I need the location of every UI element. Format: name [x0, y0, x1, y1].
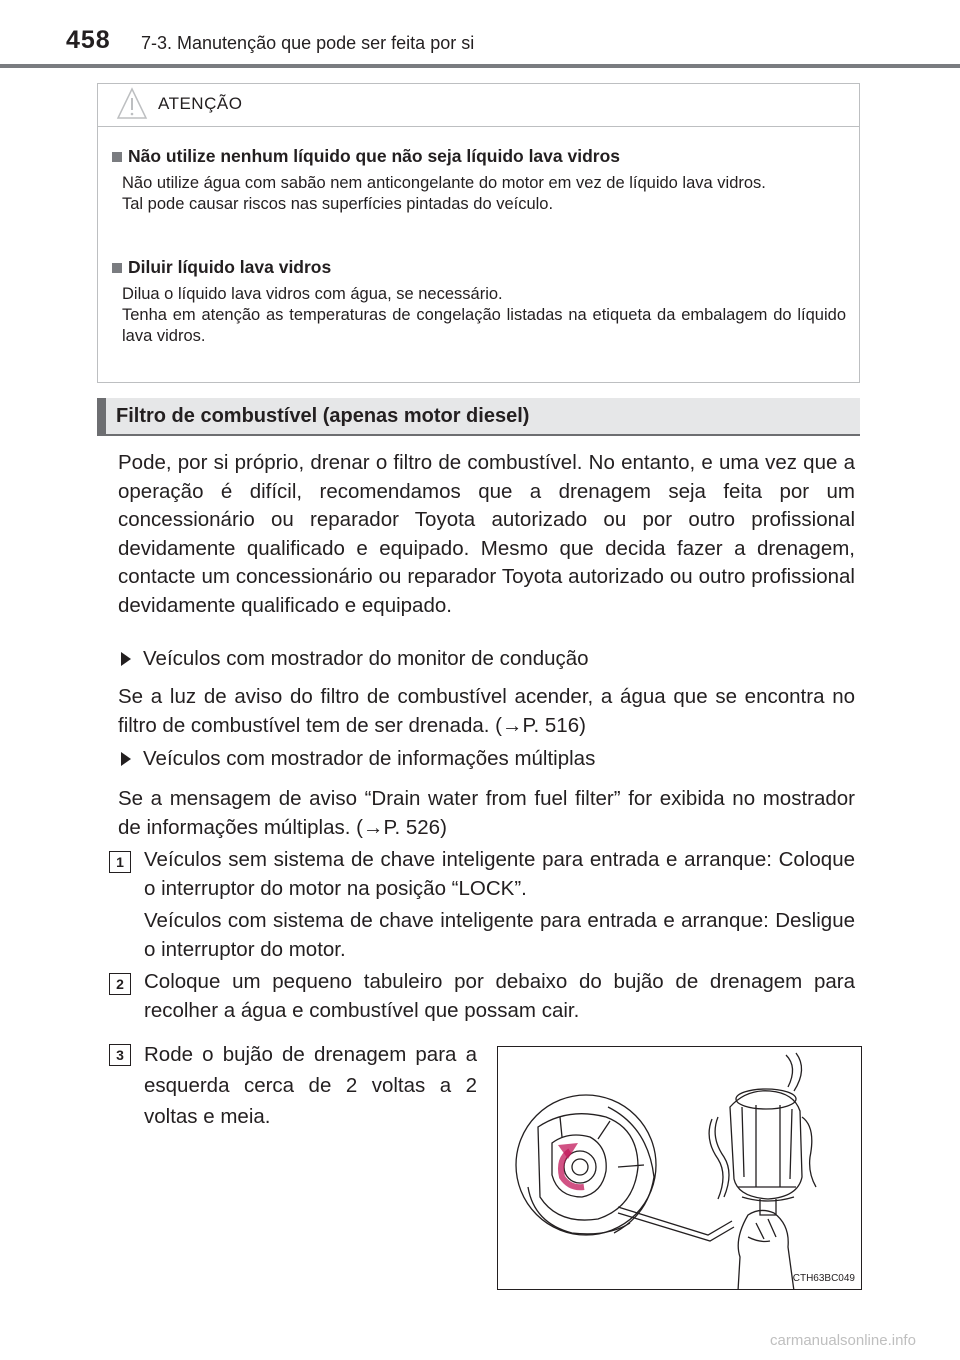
step-number-badge: 3: [109, 1044, 131, 1066]
header-rule: [0, 64, 960, 68]
warning-item-text: Tal pode causar riscos nas superfícies pintadas do veículo.: [122, 195, 554, 213]
condition-paragraph: Se a mensagem de aviso “Drain water from fuel filter” for exibida no mostrador de informações múltiplas. (→P. 526): [118, 787, 855, 839]
condition-paragraph: Se a luz de aviso do filtro de combustível acender, a água que se encontra no filtro de combustível tem de ser drenada. (→P. 516): [118, 685, 855, 737]
step-text: Veículos sem sistema de chave inteligente para entrada e arranque: Coloque o interruptor do motor na posição “LOCK”.: [144, 848, 855, 900]
square-bullet-icon: [112, 263, 122, 273]
watermark: carmanualsonline.info: [770, 1332, 916, 1349]
fuel-filter-illustration: [497, 1046, 862, 1290]
step-number-badge: 2: [109, 973, 131, 995]
chapter-title: 7-3. Manutenção que pode ser feita por si: [141, 33, 475, 53]
section-header: [97, 398, 860, 436]
warning-item: [112, 257, 852, 347]
page-number: 458: [66, 26, 111, 54]
illustration-code: CTH63BC049: [792, 1273, 855, 1284]
step-text: Veículos com sistema de chave inteligente para entrada e arranque: Desligue o interruptor do motor.: [144, 909, 855, 961]
warning-item-heading: [112, 146, 852, 167]
warning-item-text: Dilua o líquido lava vidros com água, se necessário.: [122, 285, 503, 303]
warning-box: [97, 83, 860, 383]
arrow-bullet-icon: [121, 752, 131, 766]
warning-triangle-icon: [116, 86, 148, 122]
square-bullet-icon: [112, 152, 122, 162]
condition-heading: Veículos com mostrador do monitor de condução: [143, 647, 589, 670]
warning-item: [112, 146, 852, 215]
step-number-badge: 1: [109, 851, 131, 873]
warning-item-heading: [112, 257, 852, 278]
section-title: Filtro de combustível (apenas motor diesel): [116, 405, 530, 427]
intro-paragraph: Pode, por si próprio, drenar o filtro de combustível. No entanto, e uma vez que a operação é difícil, recomendamos que a drenagem seja feita por um concessionário ou reparador Toyota autorizado ou por outro profissional devidamente qualificado e equipado. Mesmo que decida fazer a drenagem, contacte um concessionário ou reparador Toyota autorizado ou outro profissional devidamente qualificado e equipado.: [118, 451, 855, 617]
arrow-bullet-icon: [121, 652, 131, 666]
fuel-filter-drain-plug-icon: [498, 1047, 862, 1290]
step-text: Rode o bujão de drenagem para a esquerda cerca de 2 voltas a 2 voltas e meia.: [144, 1043, 477, 1128]
warning-item-heading-text: Diluir líquido lava vidros: [128, 257, 332, 277]
warning-item-heading-text: Não utilize nenhum líquido que não seja líquido lava vidros: [128, 146, 621, 166]
step-text: Coloque um pequeno tabuleiro por debaixo do bujão de drenagem para recolher a água e combustível que possam cair.: [144, 970, 855, 1022]
warning-header: [98, 84, 859, 127]
warning-title: ATENÇÃO: [158, 94, 243, 113]
warning-item-text: Tenha em atenção as temperaturas de congelação listadas na etiqueta da embalagem do líquido lava vidros.: [122, 306, 846, 345]
condition-heading: Veículos com mostrador de informações múltiplas: [143, 747, 596, 770]
warning-item-text: Não utilize água com sabão nem anticongelante do motor em vez de líquido lava vidros.: [122, 174, 766, 192]
